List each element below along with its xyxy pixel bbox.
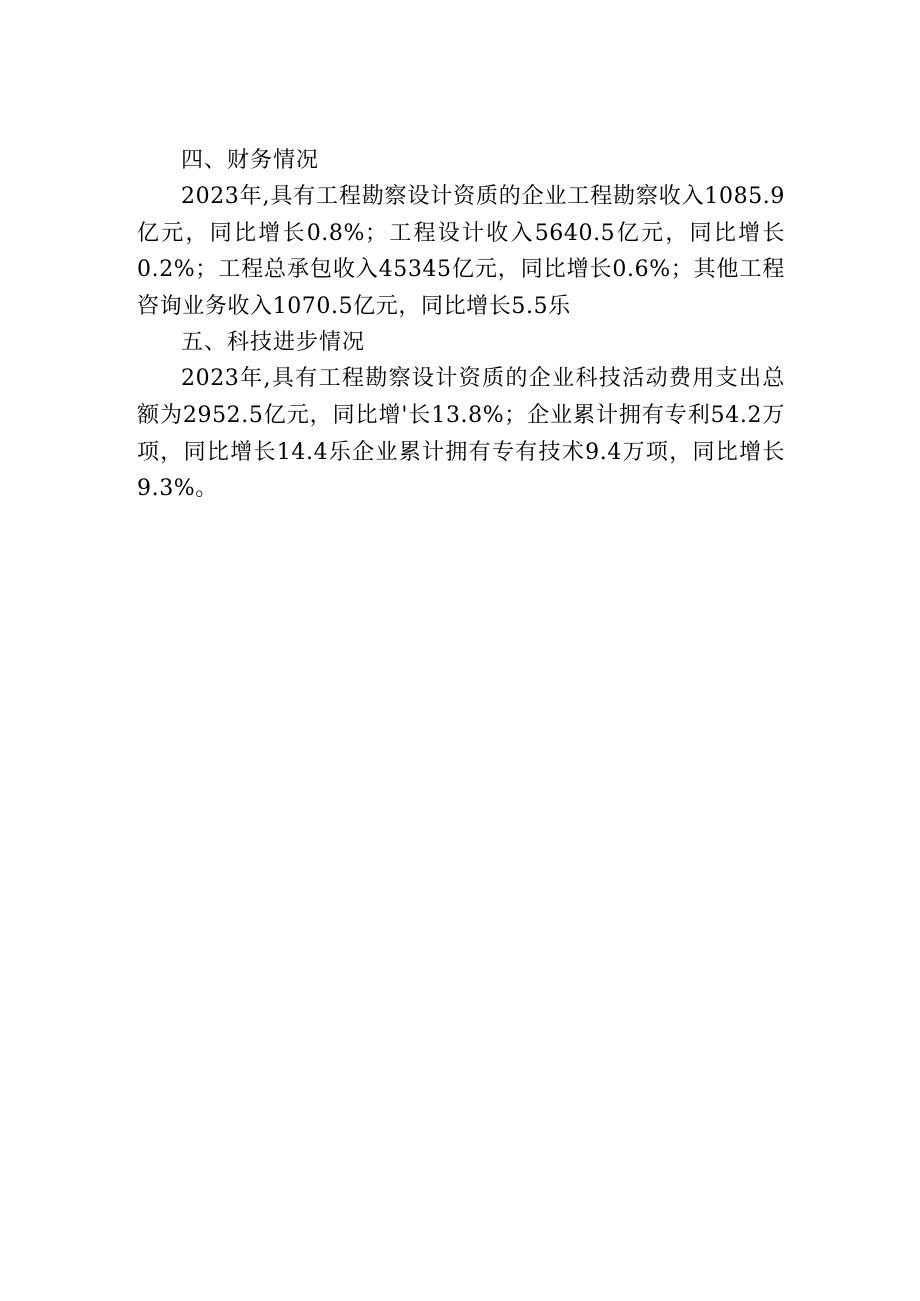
section-technology	[137, 325, 785, 507]
section-paragraph-finance: 2023年,具有工程勘察设计资质的企业工程勘察收入1085.9亿元，同比增长0.8%；工程设计收入5640.5亿元，同比增长0.2%；工程总承包收入45345亿元，同比增长0.6%；其他工程咨询业务收入1070.5亿元，同比增长5.5乐	[137, 184, 785, 319]
section-finance	[137, 143, 785, 325]
section-heading-technology: 五、科技进步情况	[181, 330, 366, 356]
section-heading-finance: 四、财务情况	[181, 148, 320, 173]
section-paragraph-technology: 2023年,具有工程勘察设计资质的企业科技活动费用支出总额为2952.5亿元，同比增'长13.8%；企业累计拥有专利54.2万项，同比增长14.4乐企业累计拥有专有技术9.4万项，同比增长9.3%。	[137, 366, 785, 502]
document-body	[137, 143, 785, 508]
